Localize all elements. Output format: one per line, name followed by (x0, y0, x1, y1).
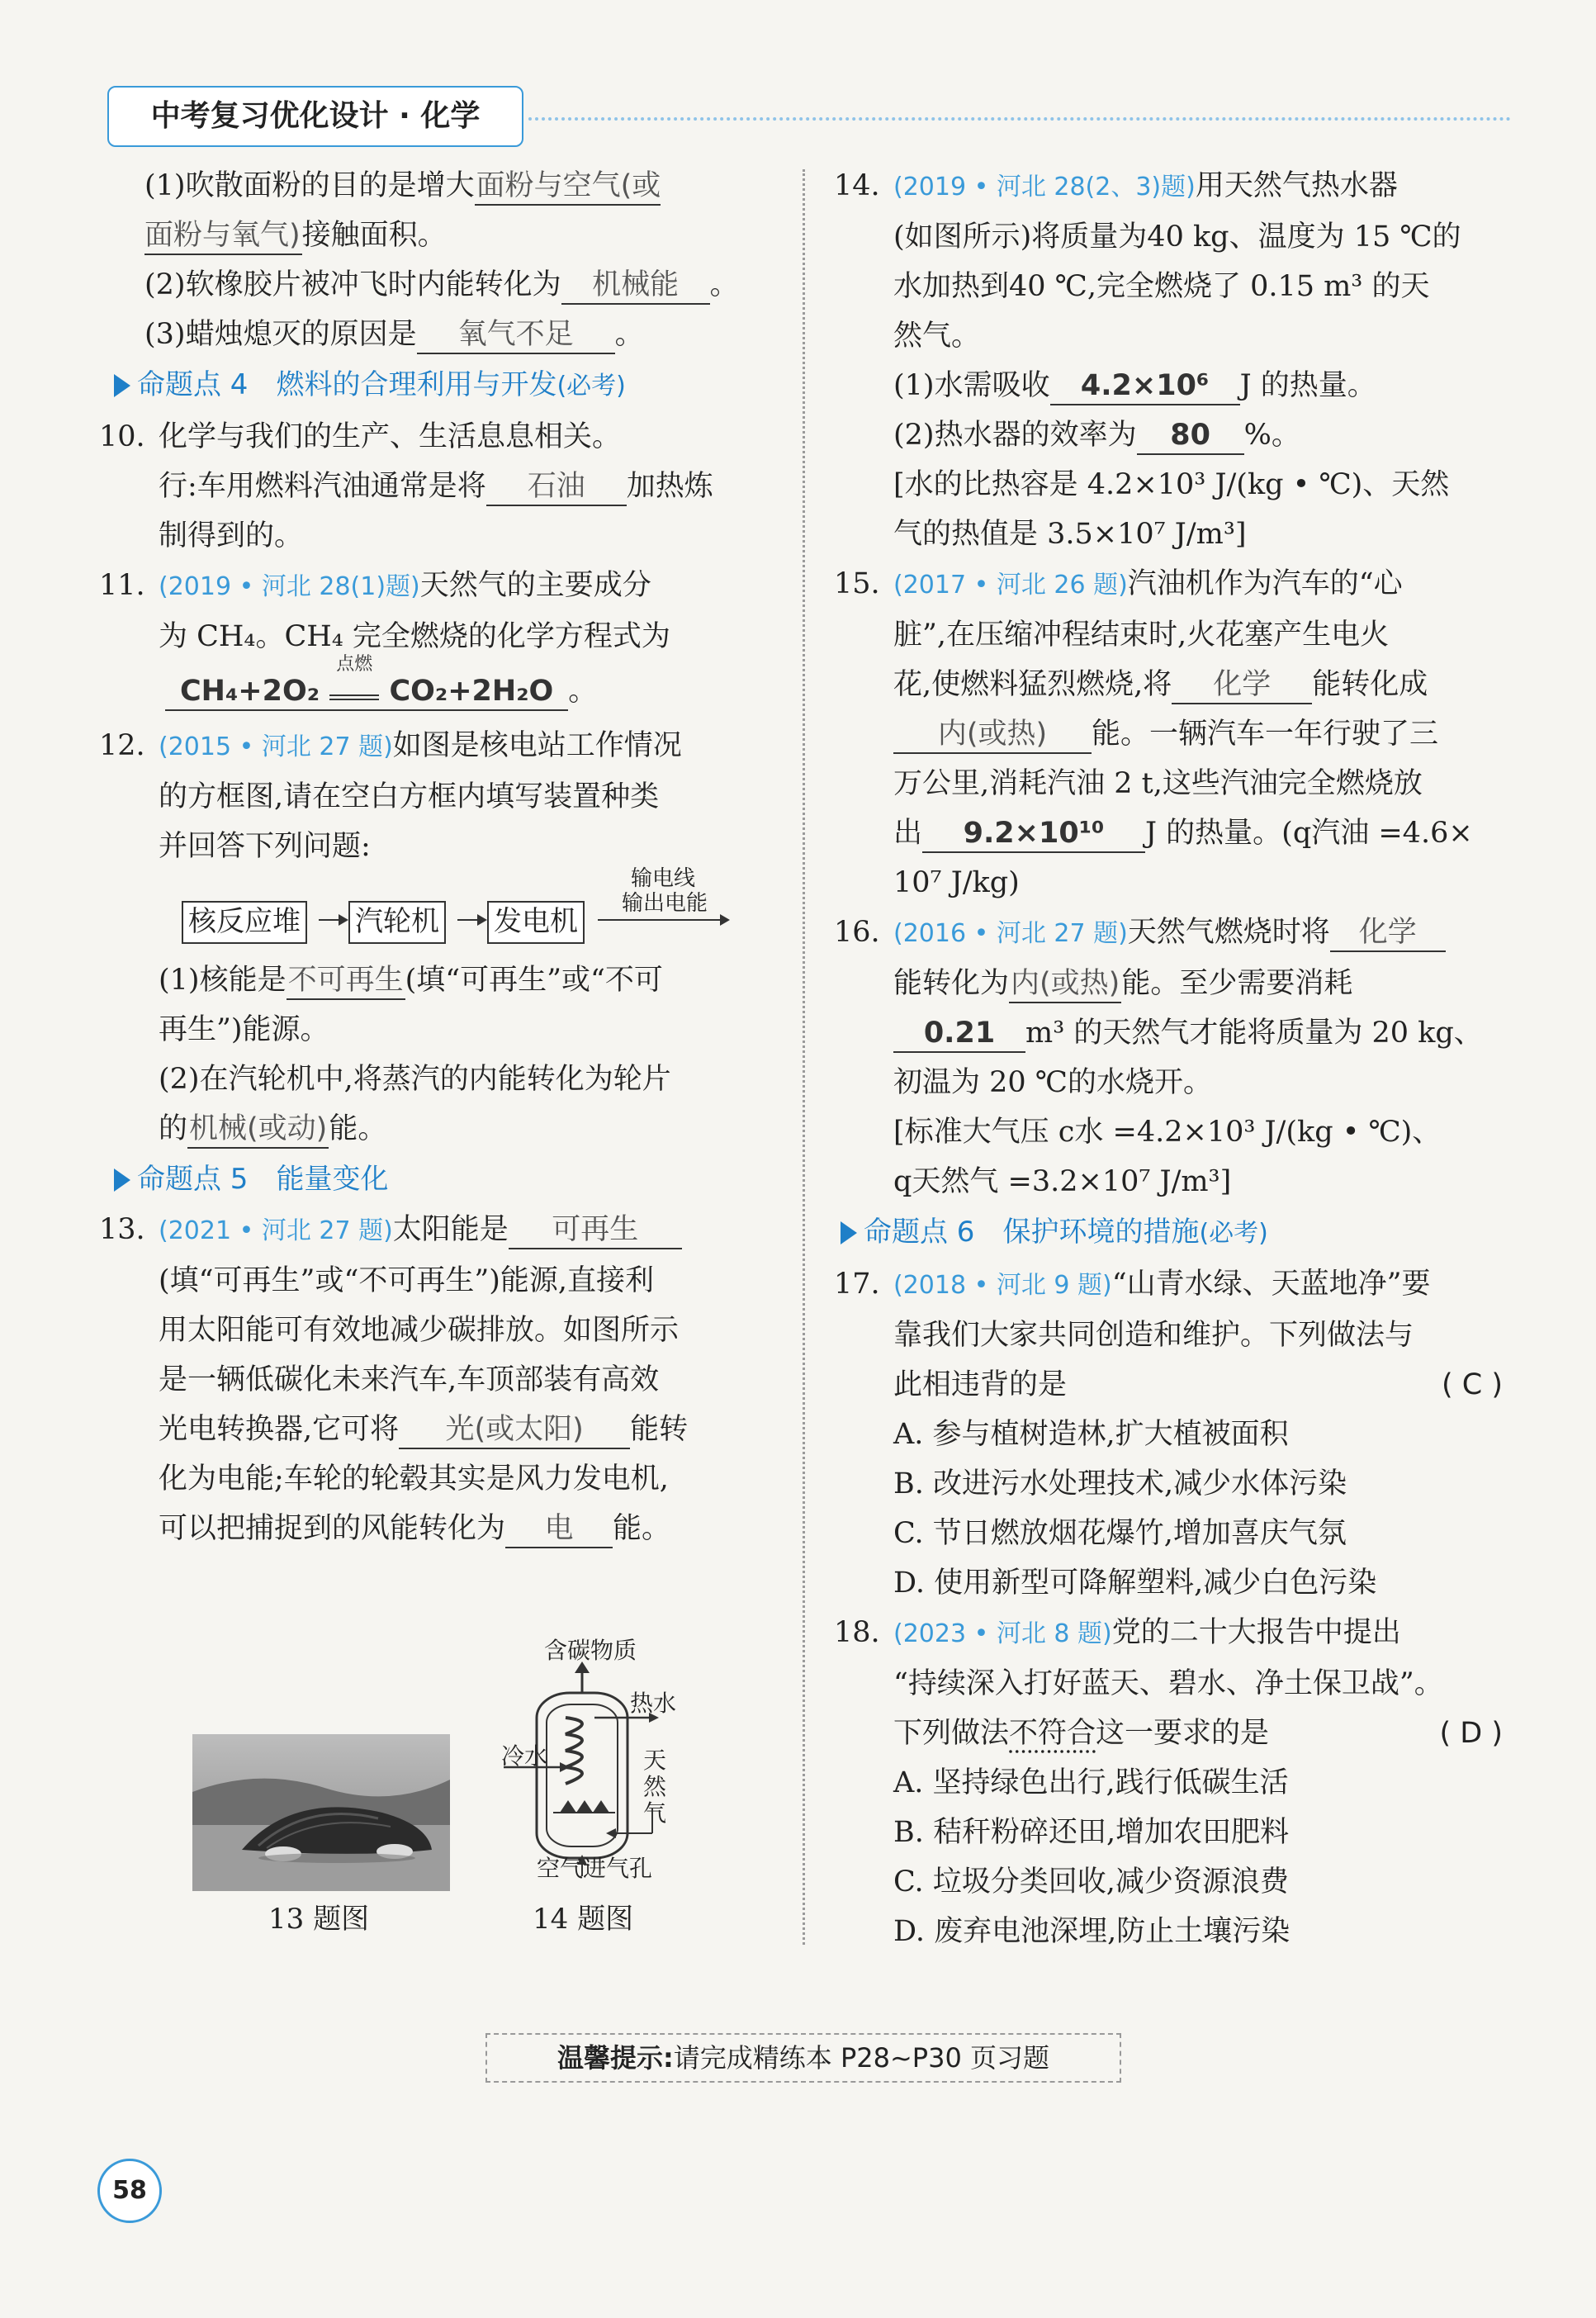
q14-1: (1)水需吸收 4.2×10⁶ J 的热量。 (834, 361, 1519, 410)
q15-answer-1: 化学 (1172, 666, 1312, 704)
q17-line1: 17. (2018 • 河北 9 题)“山青水绿、天蓝地净”要 (834, 1268, 1431, 1301)
q13-line3: 用太阳能可有效地减少碳排放。如图所示 (159, 1314, 680, 1347)
q15-line1: 15. (2017 • 河北 26 题)汽油机作为汽车的“心 (834, 567, 1403, 600)
triangle-icon (114, 374, 130, 397)
q16-answer-2: 内(或热) (1009, 965, 1121, 1003)
q14-note1: [水的比热容是 4.2×10³ J/(kg • ℃)、天然 (893, 468, 1450, 501)
q9-answer-1: 面粉与空气(或 (475, 168, 661, 206)
q13-line1: 13. (2021 • 河北 27 题)太阳能是 可再生 (99, 1205, 776, 1256)
q16-line2: 能转化为内(或热)能。至少需要消耗 (834, 959, 1519, 1008)
section-heading-6: 命题点 6 保护环境的措施(必考) (834, 1206, 1519, 1259)
q18-answer: ( D ) (1439, 1717, 1503, 1750)
q17-line3: 此相违背的是 ( C ) (834, 1360, 1519, 1410)
q14-2: (2)热水器的效率为 80 %。 (834, 410, 1519, 460)
flow-label-output: 输出电能 (621, 891, 708, 916)
q14-line3: 水加热到40 ℃,完全燃烧了 0.15 m³ 的天 (893, 270, 1430, 303)
q18-option-b: B. 秸秆粉碎还田,增加农田肥料 (893, 1816, 1290, 1849)
triangle-icon (841, 1221, 857, 1244)
q12-line2: 的方框图,请在空白方框内填写装置种类 (159, 780, 660, 813)
q10-line1: 10. 化学与我们的生产、生活息息相关。 (99, 420, 622, 453)
q10-answer: 石油 (486, 468, 627, 506)
emphasis-not-meet: 不符合 (1009, 1717, 1096, 1750)
q12-1-line2: 再生”)能源。 (159, 1013, 329, 1046)
section-heading-4: 命题点 4 燃料的合理利用与开发(必考) (99, 359, 776, 412)
fig14-label-gas: 天然气 (642, 1747, 666, 1827)
q17-option-d: D. 使用新型可降解塑料,减少白色污染 (893, 1567, 1377, 1600)
q12-line1: 12. (2015 • 河北 27 题)如图是核电站工作情况 (99, 729, 682, 762)
flow-box-generator: 发电机 (487, 901, 585, 944)
triangle-icon (114, 1168, 130, 1192)
q16-answer-3: 0.21 (893, 1015, 1025, 1053)
flow-box-turbine: 汽轮机 (348, 901, 446, 944)
fig13-caption: 13 题图 (268, 1903, 370, 1936)
q18-option-a: A. 坚持绿色出行,践行低碳生活 (893, 1766, 1289, 1799)
fig14-label-air: 空气进气孔 (536, 1855, 652, 1882)
page-title: 中考复习优化设计 · 化学 (107, 86, 523, 147)
q9-line1: (1)吹散面粉的目的是增大面粉与空气(或 (99, 161, 776, 211)
q18-option-d: D. 废弃电池深埋,防止土壤污染 (893, 1915, 1291, 1948)
q13-line5: 光电转换器,它可将 光(或太阳) 能转 (99, 1405, 776, 1454)
q16-note1: [标准大气压 c水 =4.2×10³ J/(kg • ℃)、 (893, 1116, 1442, 1149)
q13-line4: 是一辆低碳化未来汽车,车顶部装有高效 (159, 1363, 660, 1396)
q12-1-line1: (1)核能是不可再生(填“可再生”或“不可 (99, 955, 776, 1005)
q10-line2: 行:车用燃料汽油通常是将 石油 加热炼 (99, 462, 776, 511)
flow-arrow-3 (598, 919, 728, 921)
q16-note2: q天然气 =3.2×10⁷ J/m³] (893, 1165, 1232, 1198)
q16-line3: 0.21 m³ 的天然气才能将质量为 20 kg、 (834, 1008, 1519, 1058)
q15-answer-2: 内(或热) (893, 716, 1092, 754)
q17-option-a: A. 参与植树造林,扩大植被面积 (893, 1418, 1289, 1451)
q9-answer-2: 机械能 (561, 267, 710, 305)
q18-line2: “持续深入打好蓝天、碧水、净土保卫战”。 (893, 1667, 1443, 1700)
q13-line7: 可以把捕捉到的风能转化为 电 能。 (99, 1504, 776, 1553)
q15-line5: 万公里,消耗汽油 2 t,这些汽油完全燃烧放 (893, 767, 1423, 800)
q14-line2: (如图所示)将质量为40 kg、温度为 15 ℃的 (893, 220, 1461, 254)
q9-line4: (3)蜡烛熄灭的原因是 氧气不足 。 (99, 310, 776, 359)
fig14-caption: 14 题图 (533, 1903, 634, 1936)
column-divider (803, 169, 805, 1945)
q12-line3: 并回答下列问题: (159, 830, 371, 863)
q15-line2: 脏”,在压缩冲程结束时,火花塞产生电火 (893, 619, 1390, 652)
q16-line4: 初温为 20 ℃的水烧开。 (893, 1066, 1212, 1099)
nuclear-flow-diagram (182, 866, 776, 950)
q13-line6: 化为电能;车轮的轮毂其实是风力发电机, (159, 1462, 669, 1496)
solar-car-image (192, 1734, 450, 1891)
q13-answer-1: 可再生 (509, 1211, 682, 1249)
flow-box-reactor: 核反应堆 (182, 901, 307, 944)
q13-answer-3: 电 (505, 1510, 613, 1548)
q18-line1: 18. (2023 • 河北 8 题)党的二十大报告中提出 (834, 1616, 1401, 1649)
q11-equation: CH₄+2O₂ 点燃 CO₂+2H₂O 。 (99, 661, 776, 721)
fig14-label-cold: 冷水 (500, 1742, 547, 1770)
flow-label-line: 输电线 (630, 866, 695, 891)
q14-line1: 14. (2019 • 河北 28(2、3)题)用天然气热水器 (834, 169, 1398, 202)
page-number: 58 (97, 2159, 162, 2223)
section-heading-5: 命题点 5 能量变化 (99, 1154, 776, 1205)
q9-line3: (2)软橡胶片被冲飞时内能转化为 机械能 。 (99, 260, 776, 310)
q12-2-line2: 的机械(或动)能。 (99, 1104, 776, 1154)
q17-answer: ( C ) (1442, 1368, 1503, 1401)
q13-answer-2: 光(或太阳) (399, 1411, 630, 1449)
q14-note2: 气的热值是 3.5×10⁷ J/m³] (893, 518, 1247, 551)
q14-line4: 然气。 (893, 320, 981, 353)
q15-line6: 出 9.2×10¹⁰ J 的热量。(q汽油 =4.6× (834, 808, 1519, 858)
left-column (99, 161, 776, 1553)
q14-answer-2: 80 (1137, 417, 1244, 455)
q12-answer-2: 机械(或动) (187, 1111, 329, 1149)
q17-option-b: B. 改进污水处理技术,减少水体污染 (893, 1467, 1347, 1500)
q18-option-c: C. 垃圾分类回收,减少资源浪费 (893, 1865, 1289, 1898)
q15-line7: 10⁷ J/kg) (893, 866, 1020, 899)
fig14-label-hot: 热水 (629, 1690, 676, 1717)
q12-answer-1: 不可再生 (287, 962, 405, 1000)
q18-line3: 下列做法不符合这一要求的是 ( D ) (834, 1709, 1519, 1758)
header-divider (528, 117, 1511, 121)
q9-answer-3: 氧气不足 (417, 316, 615, 354)
fig14-label-carbon: 含碳物质 (543, 1637, 637, 1664)
q15-line3: 花,使燃料猛烈燃烧,将 化学 能转化成 (834, 660, 1519, 709)
q13-line2: (填“可再生”或“不可再生”)能源,直接利 (159, 1264, 655, 1297)
q10-line3: 制得到的。 (159, 519, 304, 552)
q9-answer-1b: 面粉与氧气) (144, 217, 302, 255)
q15-answer-3: 9.2×10¹⁰ (922, 815, 1145, 853)
q11-answer: CH₄+2O₂ 点燃 CO₂+2H₂O (165, 673, 568, 711)
q16-answer-1: 化学 (1330, 914, 1446, 952)
q16-line1: 16. (2016 • 河北 27 题)天然气燃烧时将 化学 (834, 908, 1519, 959)
q12-2-line1: (2)在汽轮机中,将蒸汽的内能转化为轮片 (159, 1063, 671, 1096)
reaction-arrow: 点燃 (329, 680, 379, 700)
flow-arrow-1 (319, 919, 347, 921)
q17-option-c: C. 节日燃放烟花爆竹,增加喜庆气氛 (893, 1517, 1347, 1550)
q15-line4: 内(或热) 能。一辆汽车一年行驶了三 (834, 709, 1519, 759)
q11-line2: 为 CH₄。CH₄ 完全燃烧的化学方程式为 (159, 620, 670, 653)
flow-arrow-2 (457, 919, 485, 921)
q11-line1: 11. (2019 • 河北 28(1)题)天然气的主要成分 (99, 569, 651, 602)
q14-answer-1: 4.2×10⁶ (1050, 367, 1240, 405)
right-column (834, 161, 1519, 1956)
q17-line2: 靠我们大家共同创造和维护。下列做法与 (893, 1319, 1414, 1352)
q9-line2: 面粉与氧气)接触面积。 (99, 211, 776, 260)
warm-tip: 温馨提示:请完成精练本 P28~P30 页习题 (485, 2033, 1121, 2083)
